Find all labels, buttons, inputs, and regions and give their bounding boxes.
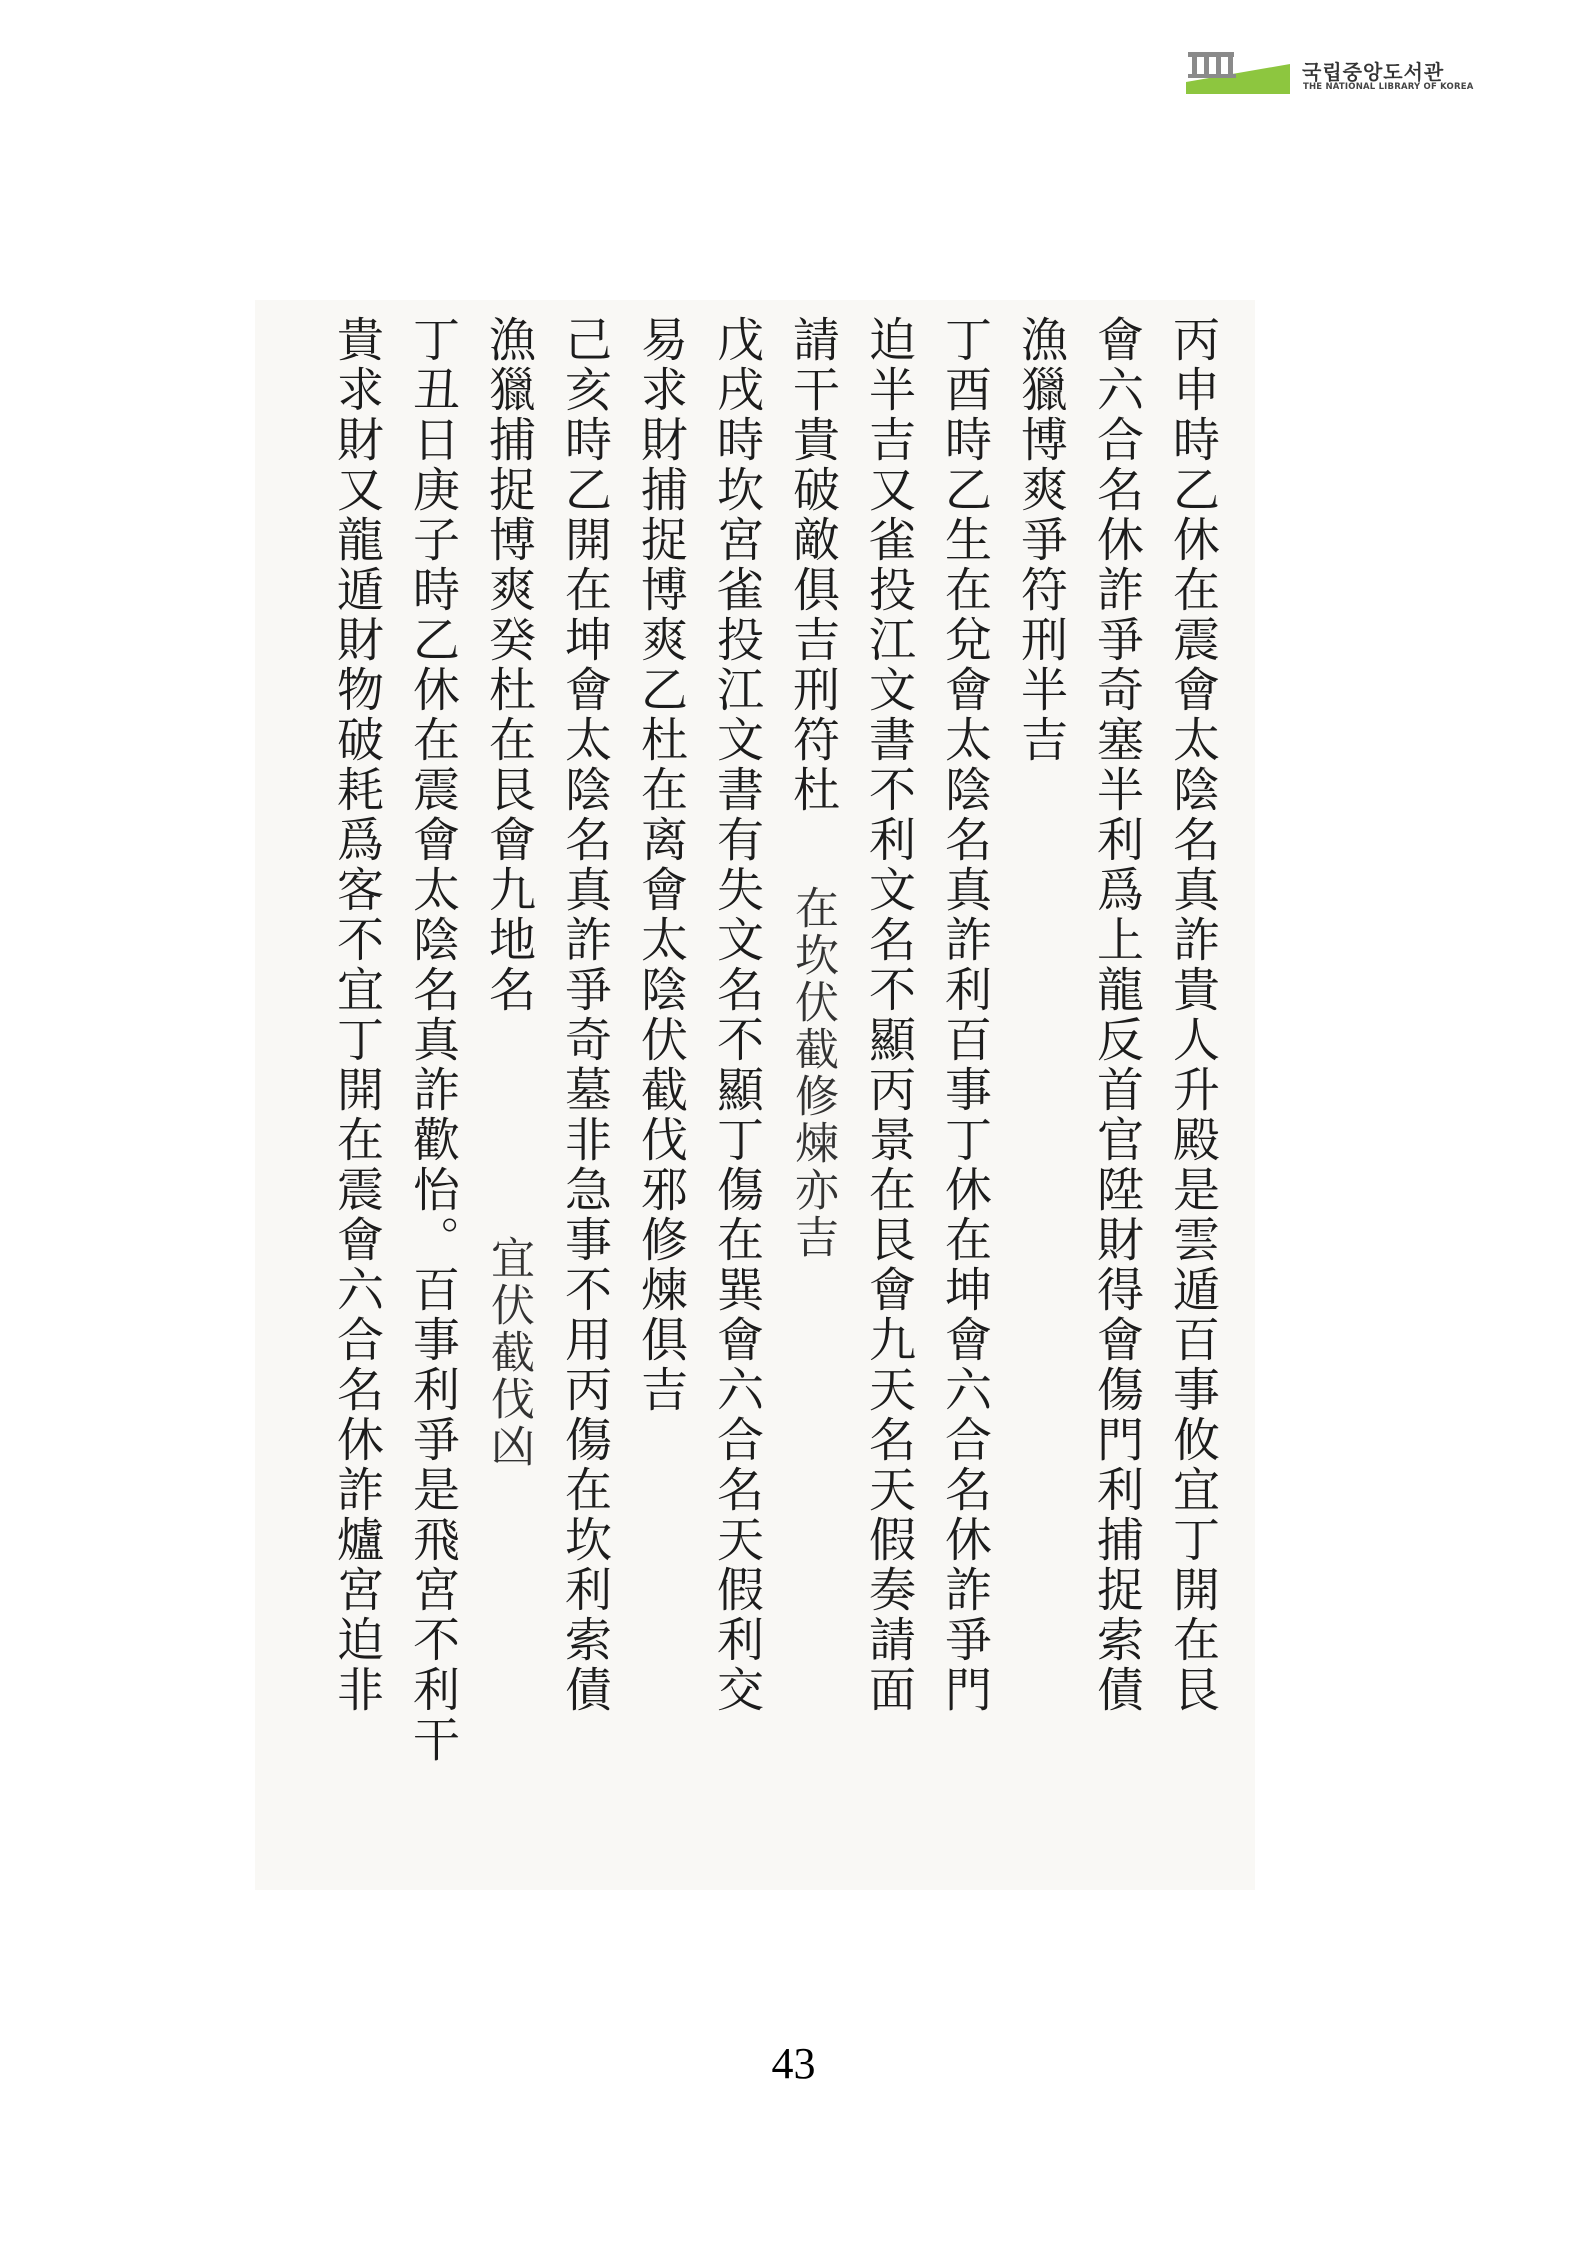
text-column: 丁丑日庚子時乙休在震會太陰名真詐歡怡。百事利爭是飛宮不利干 [405, 315, 460, 1765]
text-column: 貴求財又龍遁財物破耗爲客不宜丁開在震會六合名休詐爐宮迫非 [329, 315, 384, 1715]
text-column: 漁獵博爽爭符刑半吉 [1013, 315, 1068, 765]
page-number: 43 [771, 2039, 816, 2088]
text-column: 易求財捕捉博爽乙杜在离會太陰伏截伐邪修煉俱吉 [633, 315, 688, 1415]
text-column: 漁獵捕捉博爽癸杜在艮會九地名宜伏截伐凶 [481, 315, 536, 1470]
text-column: 請干貴破敵俱吉刑符杜在坎伏截修煉亦吉 [785, 315, 840, 1261]
column-annotation: 宜伏截伐凶 [483, 1235, 534, 1470]
manuscript-text [265, 315, 1230, 1875]
text-column: 丙申時乙休在震會太陰名真詐貴人升殿是雲遁百事攸宜丁開在艮 [1165, 315, 1220, 1715]
library-building-icon [1186, 52, 1290, 94]
text-column: 己亥時乙開在坤會太陰名真詐爭奇墓非急事不用丙傷在坎利索債 [557, 315, 612, 1715]
text-column: 戊戌時坎宮雀投江文書有失文名不顯丁傷在巽會六合名天假利交 [709, 315, 764, 1715]
logo-english-text: THE NATIONAL LIBRARY OF KOREA [1303, 82, 1474, 92]
library-logo [1186, 52, 1476, 96]
text-column: 會六合名休詐爭奇塞半利爲上龍反首官陞財得會傷門利捕捉索債 [1089, 315, 1144, 1715]
text-column: 迫半吉又雀投江文書不利文名不顯丙景在艮會九天名天假奏請面 [861, 315, 916, 1715]
text-column: 丁酉時乙生在兌會太陰名真詐利百事丁休在坤會六合名休詐爭門 [937, 315, 992, 1715]
logo-korean-text: 국립중앙도서관 [1302, 60, 1445, 84]
column-annotation: 在坎伏截修煉亦吉 [787, 885, 838, 1261]
